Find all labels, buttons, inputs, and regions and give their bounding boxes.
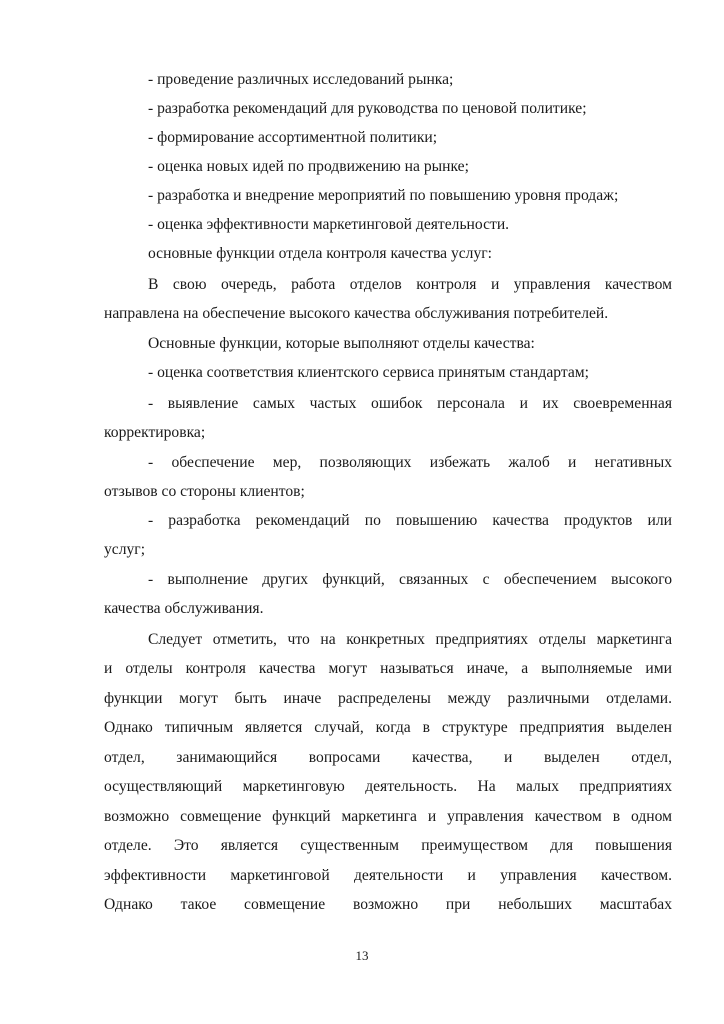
list-item: - выявление самых частых ошибок персонала и их своевременная: [148, 395, 672, 412]
paragraph-line: возможно совмещение функций маркетинга и управления качеством в одном: [104, 808, 672, 825]
list-item: - оценка новых идей по продвижению на рынке;: [148, 158, 469, 175]
paragraph-line: функции могут быть иначе распределены между различными отделами.: [104, 690, 672, 707]
paragraph-line: осуществляющий маркетинговую деятельность. На малых предприятиях: [104, 778, 672, 795]
paragraph-line: и отделы контроля качества могут называться иначе, а выполняемые ими: [104, 660, 672, 677]
section-heading: основные функции отдела контроля качества услуг:: [148, 245, 492, 262]
paragraph-line: направлена на обеспечение высокого качества обслуживания потребителей.: [104, 305, 609, 322]
paragraph-line: Однако типичным является случай, когда в структуре предприятия выделен: [104, 719, 672, 736]
paragraph-line: отдел, занимающийся вопросами качества, и выделен отдел,: [104, 749, 672, 766]
list-item: - разработка рекомендаций для руководства по ценовой политике;: [148, 100, 587, 117]
list-item: - оценка эффективности маркетинговой деятельности.: [148, 216, 510, 233]
list-item-continuation: качества обслуживания.: [104, 600, 264, 617]
paragraph-line: отделе. Это является существенным преимуществом для повышения: [104, 837, 672, 854]
list-item: - оценка соответствия клиентского сервиса принятым стандартам;: [148, 364, 589, 381]
paragraph-line: Однако такое совмещение возможно при небольших масштабах: [104, 896, 672, 913]
list-item-continuation: корректировка;: [104, 424, 206, 441]
paragraph-line: эффективности маркетинговой деятельности и управления качеством.: [104, 867, 672, 884]
list-item: - проведение различных исследований рынка;: [148, 71, 454, 88]
list-item: - выполнение других функций, связанных с обеспечением высокого: [148, 571, 672, 588]
list-item: - обеспечение мер, позволяющих избежать жалоб и негативных: [148, 454, 672, 471]
list-item: - формирование ассортиментной политики;: [148, 129, 438, 146]
page-number: 13: [355, 948, 369, 963]
list-item-continuation: отзывов со стороны клиентов;: [104, 483, 305, 500]
list-item: - разработка рекомендаций по повышению качества продуктов или: [148, 512, 672, 529]
paragraph-line: Основные функции, которые выполняют отделы качества:: [148, 335, 535, 352]
paragraph-line: Следует отметить, что на конкретных предприятиях отделы маркетинга: [148, 631, 672, 648]
list-item-continuation: услуг;: [104, 541, 146, 558]
list-item: - разработка и внедрение мероприятий по повышению уровня продаж;: [148, 187, 619, 204]
paragraph-line: В свою очередь, работа отделов контроля и управления качеством: [148, 276, 672, 293]
